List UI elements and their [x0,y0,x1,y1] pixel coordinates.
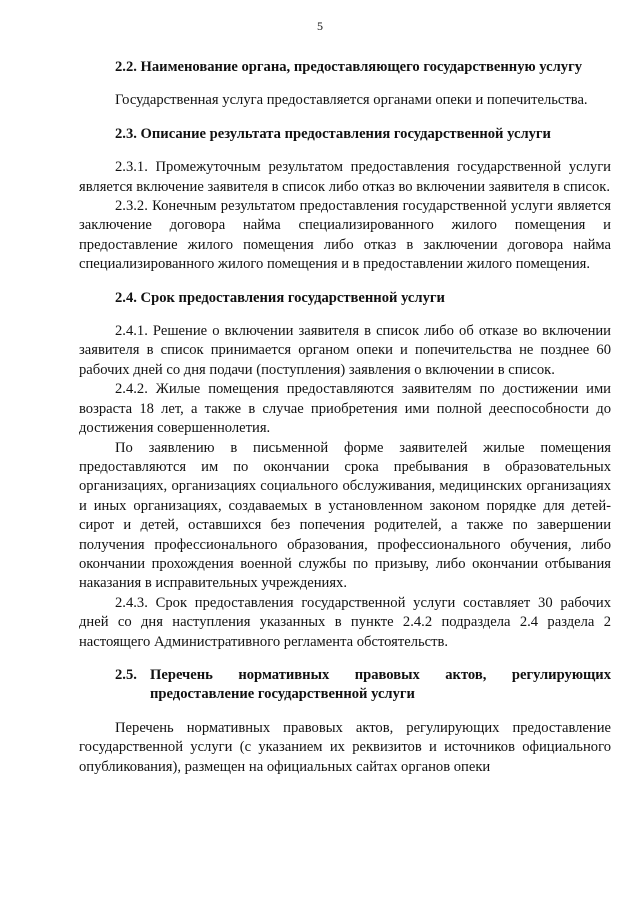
section-2-4-paragraph-4: 2.4.3. Срок предоставления государственной услуги составляет 30 рабочих дней со дня наступления указанных в пункте 2.4.2 подраздела 2.4 раздела 2 настоящего Административного регламента обстоятельств. [79,594,611,650]
section-2-4-paragraph-2: 2.4.2. Жилые помещения предоставляются заявителям по достижении ими возраста 18 лет, а также в случае приобретения ими полной дееспособности до достижения совершеннолетия. [79,381,611,437]
section-2-4-paragraph-3: По заявлению в письменной форме заявителей жилые помещения предоставляются им по окончании срока пребывания в образовательных организациях, организациях социального обслуживания, медицинских организациях и иных организациях, создаваемых в установленном законом порядке для детей-сирот и детей, оставшихся без попечения родителей, а также по завершении получения профессионального образования, профессионального обучения, либо окончании прохождения военной службы по призыву, либо окончании отбывания наказания в исправительных учреждениях. [79,439,611,592]
page-number: 5 [317,19,323,33]
section-2-2-paragraph-1: Государственная услуга предоставляется органами опеки и попечительства. [115,92,588,109]
section-2-3-paragraph-1: 2.3.1. Промежуточным результатом предоставления государственной услуги является включение заявителя в список либо отказ во включении заявителя в список. [79,159,611,195]
section-2-2-heading: 2.2. Наименование органа, предоставляющего государственную услугу [115,59,583,75]
section-2-4-paragraph-1: 2.4.1. Решение о включении заявителя в список либо об отказе во включении заявителя в список принимается органом опеки и попечительства не позднее 60 рабочих дней со дня подачи (поступления) заявления о включении в список. [79,323,611,378]
section-2-3-heading: 2.3. Описание результата предоставления государственной услуги [115,125,551,142]
section-2-4-heading: 2.4. Срок предоставления государственной услуги [115,289,445,306]
section-2-5-heading [79,666,611,705]
section-2-5-heading-line-2: предоставление государственной услуги [150,686,415,703]
section-2-3-paragraph-2: 2.3.2. Конечным результатом предоставления государственной услуги является заключение договора найма специализированного жилого помещения и предоставление жилого помещения либо отказ в заключении договора найма специализированного жилого помещения и в предоставлении жилого помещения. [79,198,611,273]
section-2-5-paragraph-1: Перечень нормативных правовых актов, регулирующих предоставление государственной услуги (с указанием их реквизитов и источников официального опубликования), размещен на официальных сайтах органов опеки [79,719,611,775]
page-content [79,58,611,777]
section-2-5-heading-line-1: Перечень нормативных правовых актов, регулирующих [150,666,611,683]
section-2-5-number: 2.5. [115,666,137,683]
